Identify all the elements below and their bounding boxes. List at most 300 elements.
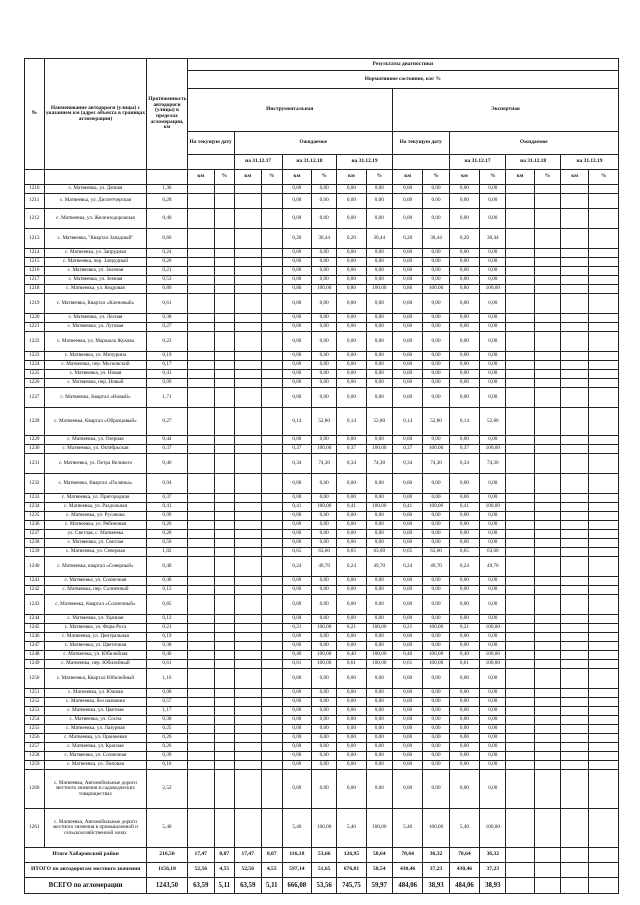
row-value-cell: 5,40 [282, 809, 311, 848]
row-value-cell [234, 660, 261, 669]
table-row [25, 698, 619, 707]
row-name-cell: с. Матвеевка, ул. Петра Великого [44, 454, 147, 474]
row-value-cell [261, 379, 282, 388]
row-value-cell: 49,70 [312, 557, 337, 577]
row-value-cell [261, 503, 282, 512]
row-value-cell [214, 752, 234, 761]
row-value-cell: 0,00 [449, 698, 480, 707]
row-value-cell: 0,00 [312, 743, 337, 752]
row-value-cell [589, 809, 619, 848]
row-value-cell [560, 734, 588, 743]
row-value-cell: 0,00 [282, 379, 311, 388]
row-value-cell: 0,00 [449, 249, 480, 258]
row-value-cell: 0,00 [392, 185, 423, 194]
row-value-cell [261, 209, 282, 229]
row-value-cell: 0,00 [282, 698, 311, 707]
header-unit-km: км [282, 170, 311, 185]
row-value-cell: 0,00 [392, 577, 423, 586]
header-unit-km: км [449, 170, 480, 185]
row-value-cell: 0,37 [337, 445, 366, 454]
row-value-cell [506, 474, 534, 494]
row-value-cell [560, 539, 588, 548]
row-value-cell: 0,00 [312, 512, 337, 521]
row-value-cell: 0,61 [337, 660, 366, 669]
row-value-cell: 0,00 [282, 530, 311, 539]
row-length-cell: 0,99 [147, 512, 187, 521]
row-value-cell: 0,00 [480, 512, 506, 521]
row-name-cell: с. Матвеевка, пер. Новый [44, 379, 147, 388]
row-value-cell: 0,00 [480, 725, 506, 734]
header-blank-2 [392, 154, 449, 169]
row-value-cell: 0,00 [312, 615, 337, 624]
row-value-cell: 676,81 [337, 863, 366, 878]
row-length-cell: 0,38 [147, 314, 187, 323]
row-number-cell: 1252 [25, 698, 45, 707]
row-value-cell: 100,00 [312, 445, 337, 454]
row-value-cell [589, 209, 619, 229]
row-length-cell: 0,48 [147, 577, 187, 586]
row-value-cell: 0,61 [449, 660, 480, 669]
row-value-cell [506, 194, 534, 209]
row-value-cell [261, 743, 282, 752]
row-value-cell: 49,70 [423, 557, 449, 577]
row-length-cell: 1,71 [147, 388, 187, 408]
row-number-cell: 1248 [25, 651, 45, 660]
row-value-cell: 78,64 [449, 848, 480, 863]
row-value-cell [234, 294, 261, 314]
row-value-cell [214, 539, 234, 548]
row-value-cell [534, 408, 560, 436]
row-length-cell: 0,21 [147, 624, 187, 633]
row-value-cell [534, 651, 560, 660]
row-value-cell: 0,00 [480, 209, 506, 229]
row-value-cell: 0,00 [337, 577, 366, 586]
row-value-cell [506, 863, 534, 878]
row-number-cell: 1250 [25, 669, 45, 689]
row-value-cell [187, 707, 214, 716]
row-value-cell: 0,00 [392, 474, 423, 494]
row-length-cell: 0,13 [147, 586, 187, 595]
row-value-cell [234, 352, 261, 361]
row-value-cell: 36,32 [480, 848, 506, 863]
row-value-cell [589, 445, 619, 454]
row-value-cell [506, 521, 534, 530]
row-value-cell: 0,00 [423, 743, 449, 752]
row-value-cell: 0,00 [312, 734, 337, 743]
row-value-cell [234, 258, 261, 267]
row-name-cell: ул. Светлая, с. Матвеевка [44, 530, 147, 539]
row-value-cell: 0,00 [312, 276, 337, 285]
row-value-cell: 5,40 [392, 809, 423, 848]
table-row [25, 285, 619, 294]
row-value-cell: 0,00 [423, 707, 449, 716]
row-value-cell: 0,00 [337, 512, 366, 521]
row-value-cell: 0,00 [312, 388, 337, 408]
row-value-cell [534, 194, 560, 209]
header-normative: Нормативное состояние, км/ % [187, 71, 618, 89]
row-value-cell: 0,00 [392, 521, 423, 530]
row-value-cell [187, 209, 214, 229]
row-value-cell: 0,00 [366, 352, 392, 361]
row-value-cell [187, 743, 214, 752]
row-value-cell: 0,00 [392, 734, 423, 743]
row-value-cell: 0,00 [449, 530, 480, 539]
row-value-cell: 0,00 [282, 770, 311, 809]
row-value-cell [560, 314, 588, 323]
row-value-cell [589, 577, 619, 586]
row-value-cell [589, 651, 619, 660]
row-value-cell [261, 716, 282, 725]
table-row [25, 454, 619, 474]
row-value-cell [560, 352, 588, 361]
table-row [25, 521, 619, 530]
row-value-cell [187, 323, 214, 332]
row-number-cell: 1240 [25, 557, 45, 577]
row-value-cell: 0,00 [312, 642, 337, 651]
row-value-cell [534, 370, 560, 379]
row-value-cell [506, 388, 534, 408]
row-value-cell: 0,00 [392, 436, 423, 445]
row-value-cell: 0,00 [480, 294, 506, 314]
row-value-cell: 63,60 [366, 548, 392, 557]
row-value-cell [261, 548, 282, 557]
row-value-cell: 0,00 [282, 716, 311, 725]
row-value-cell: 0,00 [366, 530, 392, 539]
row-value-cell: 0,00 [366, 707, 392, 716]
row-value-cell [589, 454, 619, 474]
row-value-cell [214, 595, 234, 615]
row-value-cell [214, 258, 234, 267]
row-value-cell [506, 285, 534, 294]
row-value-cell [187, 761, 214, 770]
row-value-cell [261, 660, 282, 669]
row-value-cell: 0,00 [392, 586, 423, 595]
row-value-cell: 0,00 [282, 633, 311, 642]
row-value-cell: 0,00 [282, 249, 311, 258]
row-value-cell: 0,00 [366, 595, 392, 615]
row-value-cell: 0,00 [423, 267, 449, 276]
row-value-cell: 0,34 [337, 454, 366, 474]
row-value-cell: 0,00 [423, 194, 449, 209]
row-value-cell [261, 577, 282, 586]
row-name-cell: с. Матвеевка, ул. Железнодорожная [44, 209, 147, 229]
row-value-cell: 0,00 [423, 294, 449, 314]
row-value-cell [214, 743, 234, 752]
row-value-cell [506, 586, 534, 595]
table-row [25, 209, 619, 229]
table-row [25, 624, 619, 633]
header-instr-current: На текущую дату [187, 131, 234, 154]
row-value-cell: 0,00 [423, 761, 449, 770]
row-value-cell [560, 615, 588, 624]
row-length-cell: 0,61 [147, 294, 187, 314]
row-number-cell: 1211 [25, 194, 45, 209]
row-value-cell [234, 276, 261, 285]
row-value-cell [187, 615, 214, 624]
row-value-cell: 0,00 [312, 577, 337, 586]
row-value-cell: 0,00 [312, 752, 337, 761]
row-value-cell: 0,00 [366, 294, 392, 314]
row-value-cell: 30,44 [423, 229, 449, 249]
row-value-cell: 0,00 [449, 707, 480, 716]
row-value-cell [534, 229, 560, 249]
row-value-cell [589, 436, 619, 445]
row-value-cell [234, 332, 261, 352]
row-value-cell: 0,00 [423, 615, 449, 624]
row-value-cell: 0,00 [423, 379, 449, 388]
table-row [25, 642, 619, 651]
row-value-cell [234, 698, 261, 707]
row-length-cell: 2,52 [147, 770, 187, 809]
row-value-cell [214, 379, 234, 388]
row-value-cell [261, 285, 282, 294]
row-value-cell: 0,00 [337, 332, 366, 352]
row-value-cell [560, 503, 588, 512]
row-value-cell [234, 494, 261, 503]
row-value-cell: 0,00 [449, 539, 480, 548]
header-exp-expected: Ожидаемое [449, 131, 618, 154]
row-value-cell [534, 557, 560, 577]
row-number-cell: 1223 [25, 352, 45, 361]
row-value-cell [589, 848, 619, 863]
row-value-cell: 0,41 [392, 503, 423, 512]
header-instrumental: Инструментальная [187, 89, 392, 131]
table-row [25, 651, 619, 660]
row-value-cell [534, 539, 560, 548]
row-value-cell: 0,00 [423, 586, 449, 595]
row-name-cell: с. Матвеевка, ул. Солнечная [44, 752, 147, 761]
row-name-cell: с. Матвеевка, ул. Фора-Роса [44, 624, 147, 633]
row-value-cell: 0,14 [449, 408, 480, 436]
row-value-cell [261, 408, 282, 436]
row-value-cell [589, 267, 619, 276]
row-value-cell [534, 436, 560, 445]
row-value-cell [234, 361, 261, 370]
row-value-cell: 0,00 [337, 209, 366, 229]
row-value-cell: 0,00 [282, 577, 311, 586]
row-value-cell: 0,00 [366, 716, 392, 725]
row-value-cell: 0,65 [449, 548, 480, 557]
row-value-cell: 666,08 [282, 878, 311, 894]
row-value-cell [589, 642, 619, 651]
row-value-cell: 0,00 [480, 633, 506, 642]
row-value-cell [187, 595, 214, 615]
row-value-cell: 0,00 [282, 352, 311, 361]
row-value-cell [234, 548, 261, 557]
row-value-cell [214, 669, 234, 689]
row-value-cell [589, 285, 619, 294]
row-value-cell [560, 249, 588, 258]
row-value-cell [506, 323, 534, 332]
row-value-cell [234, 194, 261, 209]
row-value-cell: 0,00 [312, 352, 337, 361]
row-value-cell [589, 743, 619, 752]
row-value-cell [187, 752, 214, 761]
row-value-cell [506, 314, 534, 323]
row-value-cell: 0,00 [366, 258, 392, 267]
row-number-cell: 1239 [25, 548, 45, 557]
row-length-cell: 0,24 [147, 249, 187, 258]
row-length-cell: 5,40 [147, 809, 187, 848]
row-value-cell [589, 770, 619, 809]
row-value-cell [589, 388, 619, 408]
row-value-cell: 0,00 [449, 474, 480, 494]
row-value-cell [187, 734, 214, 743]
row-value-cell: 0,00 [282, 743, 311, 752]
row-value-cell: 745,75 [337, 878, 366, 894]
row-value-cell [234, 445, 261, 454]
row-value-cell [506, 512, 534, 521]
row-value-cell [261, 698, 282, 707]
row-value-cell: 8,07 [261, 848, 282, 863]
row-value-cell: 0,00 [423, 209, 449, 229]
row-value-cell: 0,00 [449, 267, 480, 276]
header-unit-km: км [234, 170, 261, 185]
row-value-cell [560, 494, 588, 503]
row-number-cell: 1241 [25, 577, 45, 586]
row-number-cell: 1242 [25, 586, 45, 595]
row-name-cell: с. Матвеевка, ул. Красная [44, 743, 147, 752]
header-unit-pct: % [366, 170, 392, 185]
row-value-cell: 0,24 [337, 557, 366, 577]
row-value-cell: 0,00 [282, 707, 311, 716]
row-value-cell: 0,00 [337, 770, 366, 809]
row-value-cell [506, 752, 534, 761]
row-value-cell: 0,00 [480, 361, 506, 370]
row-value-cell: 0,24 [392, 557, 423, 577]
row-value-cell [534, 445, 560, 454]
row-length-cell: 1156,18 [147, 863, 187, 878]
row-value-cell [261, 539, 282, 548]
row-length-cell: 0,39 [147, 752, 187, 761]
row-value-cell: 0,00 [282, 185, 311, 194]
row-value-cell: 37,23 [480, 863, 506, 878]
row-value-cell: 0,00 [449, 761, 480, 770]
header-unit-km: км [506, 170, 534, 185]
header-unit-blank [25, 170, 45, 185]
row-number-cell: 1230 [25, 445, 45, 454]
row-name-cell: с. Матвеевка, ул. Маршала Жукова [44, 332, 147, 352]
row-value-cell: 0,00 [480, 698, 506, 707]
row-name-cell: с. Матвеевка, ул. Сосна [44, 716, 147, 725]
row-value-cell: 100,00 [423, 651, 449, 660]
row-number-cell: 1254 [25, 716, 45, 725]
row-value-cell: 0,00 [480, 249, 506, 258]
row-value-cell [234, 249, 261, 258]
header-exp-d17: на 31.12.17 [449, 154, 506, 169]
row-value-cell: 0,00 [312, 530, 337, 539]
row-value-cell [214, 548, 234, 557]
row-length-cell: 0,19 [147, 633, 187, 642]
row-value-cell [187, 314, 214, 323]
row-value-cell: 0,34 [282, 454, 311, 474]
row-value-cell: 0,00 [423, 752, 449, 761]
row-value-cell [187, 408, 214, 436]
row-value-cell [589, 379, 619, 388]
row-value-cell [534, 577, 560, 586]
row-value-cell: 17,47 [234, 848, 261, 863]
row-value-cell [261, 521, 282, 530]
row-value-cell [589, 294, 619, 314]
row-value-cell [560, 595, 588, 615]
row-value-cell: 0,00 [366, 752, 392, 761]
row-value-cell: 0,65 [392, 548, 423, 557]
table-row [25, 267, 619, 276]
row-value-cell: 0,00 [337, 267, 366, 276]
row-value-cell: 0,00 [366, 249, 392, 258]
row-value-cell [261, 615, 282, 624]
row-value-cell: 0,00 [337, 595, 366, 615]
row-value-cell [234, 379, 261, 388]
row-value-cell [214, 454, 234, 474]
row-value-cell: 0,00 [282, 258, 311, 267]
row-value-cell: 0,00 [480, 734, 506, 743]
row-value-cell: 0,00 [392, 761, 423, 770]
row-value-cell [560, 361, 588, 370]
row-value-cell: 0,00 [337, 698, 366, 707]
row-value-cell: 100,00 [480, 809, 506, 848]
row-value-cell [560, 577, 588, 586]
row-value-cell [214, 530, 234, 539]
row-value-cell: 0,00 [480, 689, 506, 698]
row-value-cell: 0,00 [312, 716, 337, 725]
row-number-cell: 1247 [25, 642, 45, 651]
row-value-cell: 0,24 [449, 557, 480, 577]
row-length-cell: 216,50 [147, 848, 187, 863]
row-value-cell [234, 209, 261, 229]
row-value-cell: 0,00 [392, 530, 423, 539]
row-value-cell [560, 770, 588, 809]
row-value-cell [506, 669, 534, 689]
row-value-cell [214, 651, 234, 660]
row-value-cell: 0,61 [392, 660, 423, 669]
row-name-cell: с. Матвеевка, ул. Мичурина [44, 352, 147, 361]
row-value-cell [261, 689, 282, 698]
row-value-cell [261, 258, 282, 267]
row-value-cell: 0,00 [312, 474, 337, 494]
row-value-cell [560, 660, 588, 669]
row-value-cell: 0,00 [282, 761, 311, 770]
header-results: Результаты диагностики [187, 59, 618, 71]
row-value-cell [234, 285, 261, 294]
row-value-cell: 0,00 [423, 314, 449, 323]
row-length-cell: 0,28 [147, 194, 187, 209]
row-value-cell [261, 651, 282, 660]
row-value-cell [214, 770, 234, 809]
row-value-cell: 0,80 [337, 285, 366, 294]
row-value-cell: 0,00 [312, 494, 337, 503]
row-value-cell: 100,00 [312, 503, 337, 512]
row-value-cell: 0,00 [480, 276, 506, 285]
row-value-cell [534, 209, 560, 229]
row-name-cell: с. Матвеевка, Автомобильные дороги местного значения в промышленной и сельскохозяйственной зонах [44, 809, 147, 848]
row-value-cell: 0,00 [423, 716, 449, 725]
row-value-cell: 0,20 [449, 229, 480, 249]
row-value-cell [560, 521, 588, 530]
row-value-cell [187, 642, 214, 651]
row-value-cell: 0,00 [480, 743, 506, 752]
row-value-cell: 0,00 [480, 474, 506, 494]
row-value-cell [534, 752, 560, 761]
row-name-cell: с. Матвеевка, ул. Удачная [44, 615, 147, 624]
row-length-cell: 0,08 [147, 689, 187, 698]
row-value-cell: 0,00 [366, 734, 392, 743]
row-value-cell: 0,00 [449, 615, 480, 624]
row-value-cell [560, 194, 588, 209]
row-value-cell [534, 276, 560, 285]
row-value-cell: 100,00 [312, 651, 337, 660]
row-name-cell: с. Матвеевка, Квартал Юбилейный [44, 669, 147, 689]
